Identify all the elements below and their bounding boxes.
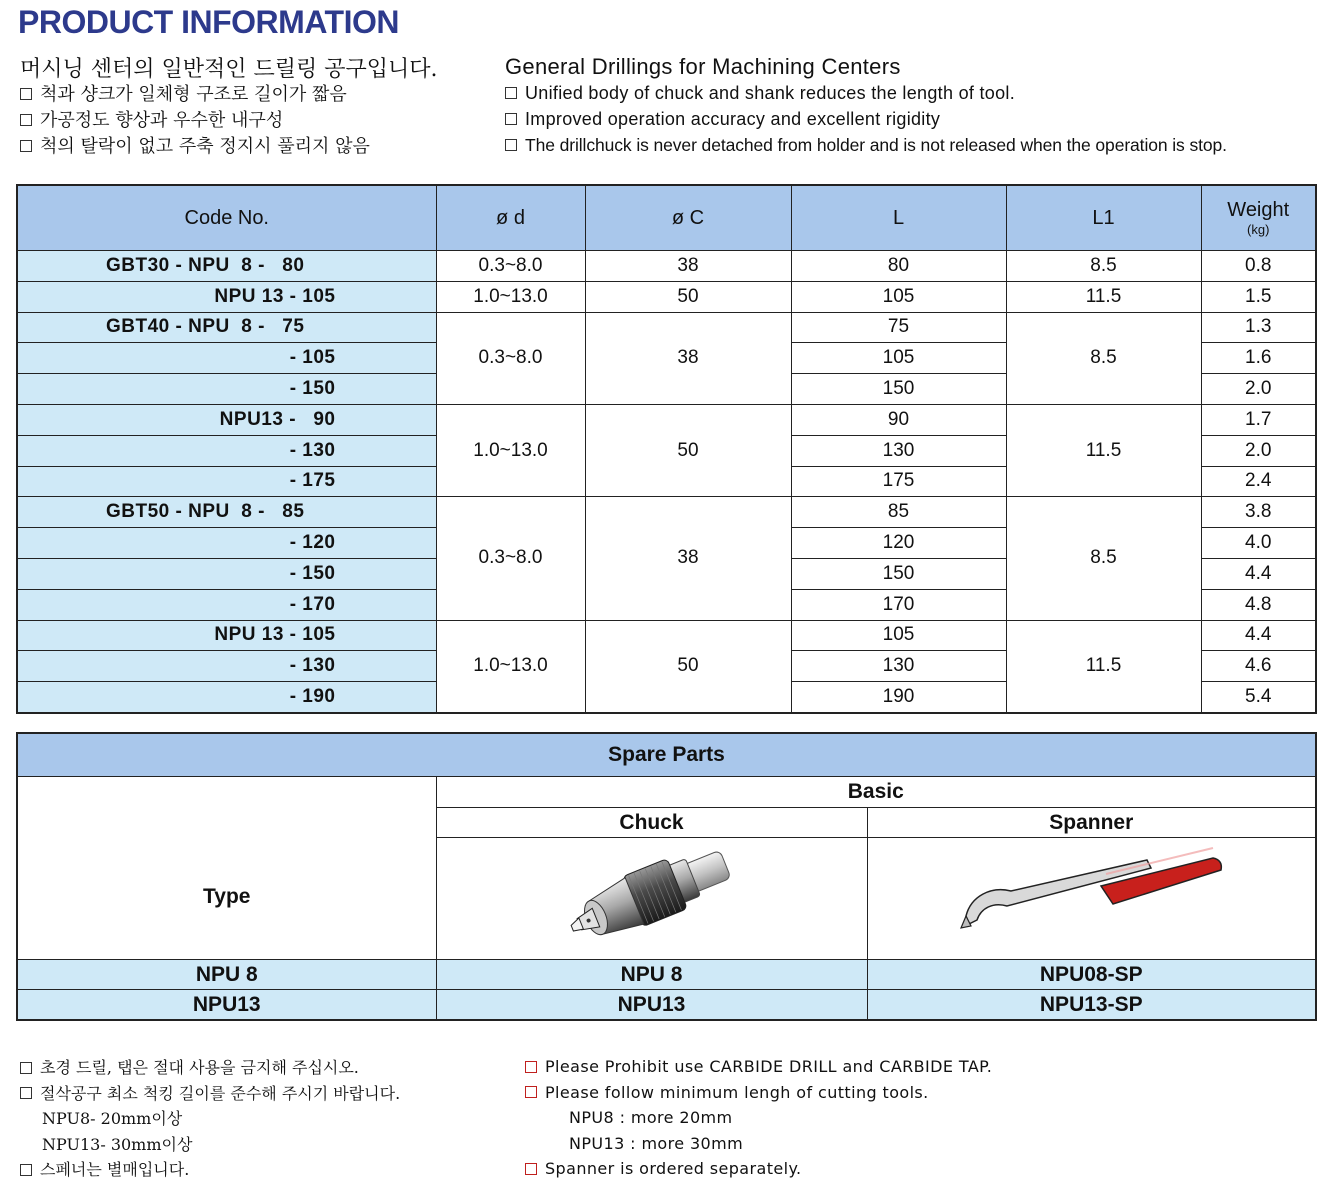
note-ko: NPU8- 20mm이상	[42, 1109, 183, 1129]
code-cell: - 150	[17, 558, 436, 589]
intro-section	[20, 54, 1330, 158]
weight-cell: 4.4	[1201, 558, 1316, 589]
checkbox-bullet-icon	[505, 87, 517, 99]
note-ko: 초경 드릴, 탭은 절대 사용을 금지해 주십시오.	[40, 1058, 359, 1078]
code-cell: - 190	[17, 682, 436, 713]
table-row	[17, 312, 1316, 343]
d-cell: 0.3~8.0	[436, 312, 585, 404]
intro-ko-point: 척의 탈락이 없고 주축 정지시 풀리지 않음	[40, 136, 370, 157]
code-cell: - 170	[17, 589, 436, 620]
c-cell: 38	[585, 251, 791, 282]
d-cell: 1.0~13.0	[436, 620, 585, 713]
weight-cell: 0.8	[1201, 251, 1316, 282]
header-l: L	[791, 185, 1006, 251]
c-cell: 38	[585, 312, 791, 404]
note-ko: 스페너는 별매입니다.	[40, 1160, 190, 1180]
l1-cell: 8.5	[1006, 497, 1201, 620]
intro-ko-point: 척과 샹크가 일체형 구조로 길이가 짧음	[40, 84, 347, 105]
checkbox-bullet-icon	[20, 88, 32, 100]
basic-label: Basic	[436, 777, 1316, 808]
spare-chuck-cell: NPU13	[436, 990, 867, 1021]
l1-cell: 11.5	[1006, 620, 1201, 713]
drill-chuck-image	[552, 841, 752, 951]
table-row	[17, 281, 1316, 312]
spare-parts-title: Spare Parts	[17, 733, 1316, 777]
chuck-label: Chuck	[436, 808, 867, 838]
weight-cell: 5.4	[1201, 682, 1316, 713]
weight-cell: 4.8	[1201, 589, 1316, 620]
checkbox-bullet-icon	[20, 114, 32, 126]
intro-en-heading: General Drillings for Machining Centers	[505, 54, 901, 79]
table-row	[17, 620, 1316, 651]
code-cell: NPU 13 - 105	[17, 281, 436, 312]
l-cell: 75	[791, 312, 1006, 343]
weight-cell: 1.7	[1201, 404, 1316, 435]
weight-cell: 1.6	[1201, 343, 1316, 374]
header-weight-label: Weight	[1227, 199, 1290, 221]
spare-parts-table	[16, 732, 1317, 1021]
spanner-image	[941, 846, 1241, 946]
code-cell: GBT30 - NPU 8 - 80	[17, 251, 436, 282]
l-cell: 170	[791, 589, 1006, 620]
checkbox-bullet-icon	[505, 113, 517, 125]
l1-cell: 8.5	[1006, 312, 1201, 404]
weight-cell: 4.6	[1201, 651, 1316, 682]
note-en: Spanner is ordered separately.	[545, 1159, 802, 1179]
intro-en-point: The drillchuck is never detached from holder and is not released when the operation is stop.	[525, 134, 1227, 155]
l-cell: 130	[791, 651, 1006, 682]
intro-en-point: Improved operation accuracy and excellent rigidity	[525, 108, 941, 129]
c-cell: 50	[585, 281, 791, 312]
code-cell: GBT50 - NPU 8 - 85	[17, 497, 436, 528]
code-cell: - 150	[17, 374, 436, 405]
l-cell: 105	[791, 343, 1006, 374]
spare-spanner-cell: NPU13-SP	[867, 990, 1316, 1021]
intro-en-point: Unified body of chuck and shank reduces the length of tool.	[525, 82, 1016, 103]
note-en: Please Prohibit use CARBIDE DRILL and CARBIDE TAP.	[545, 1057, 993, 1077]
checkbox-bullet-icon	[20, 140, 32, 152]
type-label-cell	[17, 777, 436, 960]
d-cell: 0.3~8.0	[436, 497, 585, 620]
d-cell: 1.0~13.0	[436, 281, 585, 312]
weight-cell: 1.3	[1201, 312, 1316, 343]
header-d: ø d	[436, 185, 585, 251]
l-cell: 105	[791, 620, 1006, 651]
l1-cell: 11.5	[1006, 281, 1201, 312]
c-cell: 50	[585, 620, 791, 713]
code-cell: - 130	[17, 651, 436, 682]
checkbox-bullet-icon	[20, 1087, 32, 1099]
note-ko: 절삭공구 최소 척킹 길이를 준수해 주시기 바랍니다.	[40, 1083, 401, 1103]
spare-chuck-cell: NPU 8	[436, 960, 867, 990]
l-cell: 80	[791, 251, 1006, 282]
code-cell: - 175	[17, 466, 436, 497]
weight-cell: 2.0	[1201, 435, 1316, 466]
checkbox-bullet-icon	[20, 1062, 32, 1074]
weight-cell: 3.8	[1201, 497, 1316, 528]
code-cell: - 120	[17, 528, 436, 559]
weight-cell: 1.5	[1201, 281, 1316, 312]
page-title: PRODUCT INFORMATION	[18, 4, 399, 40]
weight-cell: 2.4	[1201, 466, 1316, 497]
weight-cell: 4.4	[1201, 620, 1316, 651]
code-cell: NPU 13 - 105	[17, 620, 436, 651]
intro-ko-point: 가공정도 향상과 우수한 내구성	[40, 110, 284, 131]
header-l1: L1	[1006, 185, 1201, 251]
note-en: Please follow minimum lengh of cutting tools.	[545, 1082, 929, 1102]
checkbox-bullet-icon	[525, 1086, 537, 1098]
table-row	[17, 251, 1316, 282]
l-cell: 150	[791, 558, 1006, 589]
d-cell: 1.0~13.0	[436, 404, 585, 496]
checkbox-bullet-icon	[20, 1164, 32, 1176]
header-c: ø C	[585, 185, 791, 251]
checkbox-bullet-icon	[525, 1163, 537, 1175]
l-cell: 120	[791, 528, 1006, 559]
spare-type-cell: NPU 8	[17, 960, 436, 990]
checkbox-bullet-icon	[525, 1061, 537, 1073]
c-cell: 38	[585, 497, 791, 620]
code-cell: - 105	[17, 343, 436, 374]
l-cell: 175	[791, 466, 1006, 497]
notes-section	[20, 1054, 1330, 1182]
weight-cell: 2.0	[1201, 374, 1316, 405]
note-en: NPU13 : more 30mm	[569, 1133, 744, 1153]
header-code: Code No.	[17, 185, 436, 251]
l1-cell: 11.5	[1006, 404, 1201, 496]
l-cell: 105	[791, 281, 1006, 312]
code-cell: GBT40 - NPU 8 - 75	[17, 312, 436, 343]
l-cell: 85	[791, 497, 1006, 528]
note-ko: NPU13- 30mm이상	[42, 1134, 193, 1154]
code-cell: NPU13 - 90	[17, 404, 436, 435]
l1-cell: 8.5	[1006, 251, 1201, 282]
checkbox-bullet-icon	[505, 139, 517, 151]
code-cell: - 130	[17, 435, 436, 466]
type-label: Type	[203, 885, 251, 908]
spec-table	[16, 184, 1317, 714]
spare-type-cell: NPU13	[17, 990, 436, 1021]
chuck-image-cell	[436, 838, 867, 960]
weight-cell: 4.0	[1201, 528, 1316, 559]
c-cell: 50	[585, 404, 791, 496]
table-row	[17, 404, 1316, 435]
l-cell: 130	[791, 435, 1006, 466]
l-cell: 90	[791, 404, 1006, 435]
l-cell: 150	[791, 374, 1006, 405]
spanner-image-cell	[867, 838, 1316, 960]
note-en: NPU8 : more 20mm	[569, 1108, 733, 1128]
d-cell: 0.3~8.0	[436, 251, 585, 282]
spare-spanner-cell: NPU08-SP	[867, 960, 1316, 990]
header-weight	[1201, 185, 1316, 251]
l-cell: 190	[791, 682, 1006, 713]
header-weight-unit: (kg)	[1247, 222, 1270, 237]
spanner-label: Spanner	[867, 808, 1316, 838]
intro-ko-heading: 머시닝 센터의 일반적인 드릴링 공구입니다.	[20, 56, 438, 82]
table-row	[17, 497, 1316, 528]
